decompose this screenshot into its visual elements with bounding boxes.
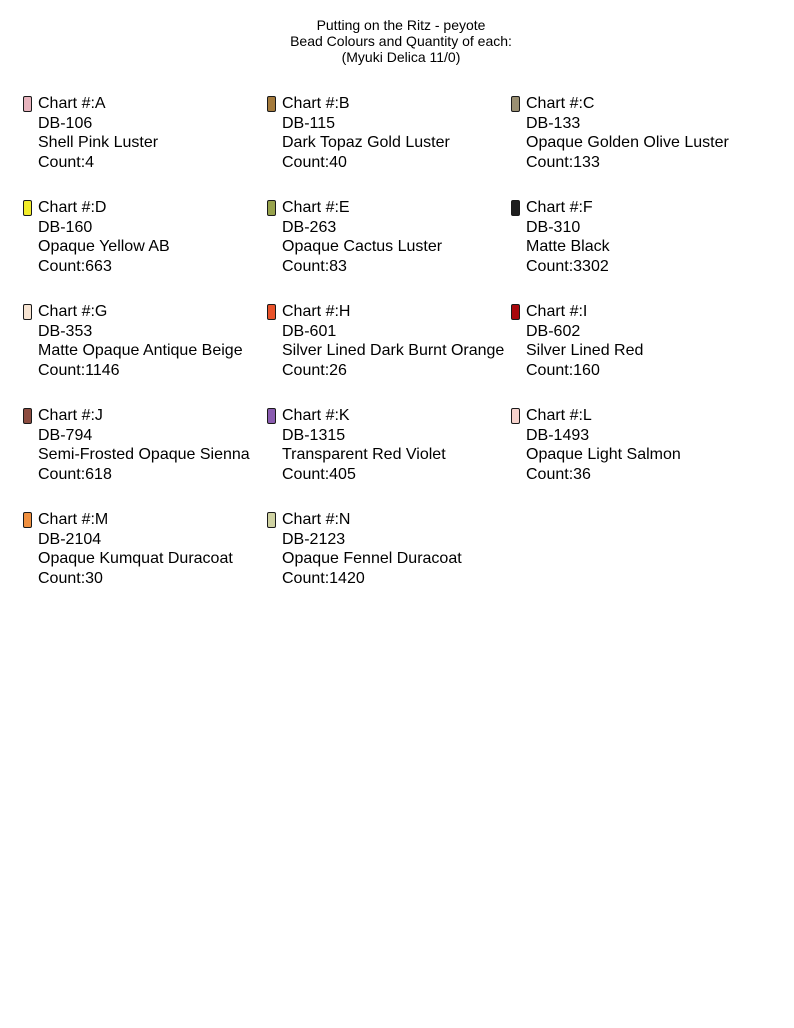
bead-count: Count:618 bbox=[38, 465, 112, 483]
bead-name: Silver Lined Red bbox=[526, 342, 644, 359]
chart-label: Chart #:H bbox=[282, 303, 351, 320]
bead-name: Silver Lined Dark Burnt Orange bbox=[282, 342, 505, 359]
bead-count: Count:663 bbox=[38, 257, 112, 275]
bead-code: DB-2123 bbox=[282, 530, 346, 548]
bead-code: DB-310 bbox=[526, 218, 581, 236]
color-swatch bbox=[511, 408, 520, 424]
bead-code: DB-794 bbox=[38, 426, 93, 444]
bead-code: DB-1493 bbox=[526, 426, 590, 444]
color-swatch bbox=[23, 96, 32, 112]
chart-label: Chart #:A bbox=[38, 95, 106, 112]
bead-code: DB-602 bbox=[526, 322, 581, 340]
bead-count: Count:3302 bbox=[526, 257, 609, 275]
bead-code: DB-160 bbox=[38, 218, 93, 236]
bead-name: Opaque Golden Olive Luster bbox=[526, 134, 729, 151]
chart-label: Chart #:F bbox=[526, 199, 593, 216]
bead-count: Count:40 bbox=[282, 153, 347, 171]
bead-name: Dark Topaz Gold Luster bbox=[282, 134, 450, 151]
color-swatch bbox=[23, 304, 32, 320]
color-swatch bbox=[267, 408, 276, 424]
color-swatch bbox=[511, 304, 520, 320]
color-swatch bbox=[23, 200, 32, 216]
bead-code: DB-2104 bbox=[38, 530, 102, 548]
bead-code: DB-1315 bbox=[282, 426, 346, 444]
bead-count: Count:1146 bbox=[38, 361, 120, 379]
color-swatch bbox=[267, 96, 276, 112]
chart-label: Chart #:K bbox=[282, 407, 350, 424]
bead-name: Shell Pink Luster bbox=[38, 134, 159, 151]
bead-code: DB-263 bbox=[282, 218, 337, 236]
bead-name: Opaque Kumquat Duracoat bbox=[38, 550, 233, 567]
bead-code: DB-353 bbox=[38, 322, 93, 340]
page-title: Putting on the Ritz - peyote bbox=[316, 17, 486, 33]
bead-count: Count:36 bbox=[526, 465, 591, 483]
bead-name: Opaque Fennel Duracoat bbox=[282, 550, 462, 567]
color-swatch bbox=[23, 408, 32, 424]
bead-name: Matte Black bbox=[526, 238, 610, 255]
bead-count: Count:4 bbox=[38, 153, 95, 171]
bead-count: Count:133 bbox=[526, 153, 600, 171]
chart-label: Chart #:J bbox=[38, 407, 103, 424]
bead-code: DB-133 bbox=[526, 114, 581, 132]
chart-label: Chart #:D bbox=[38, 199, 107, 216]
page-subtitle: Bead Colours and Quantity of each: bbox=[290, 33, 512, 49]
chart-label: Chart #:E bbox=[282, 199, 350, 216]
chart-label: Chart #:G bbox=[38, 303, 108, 320]
chart-label: Chart #:N bbox=[282, 511, 351, 528]
color-swatch bbox=[23, 512, 32, 528]
bead-code: DB-115 bbox=[282, 114, 336, 132]
bead-count: Count:83 bbox=[282, 257, 347, 275]
bead-type-note: (Myuki Delica 11/0) bbox=[341, 49, 461, 65]
bead-code: DB-601 bbox=[282, 322, 337, 340]
bead-name: Matte Opaque Antique Beige bbox=[38, 342, 243, 359]
chart-label: Chart #:M bbox=[38, 511, 109, 528]
bead-count: Count:1420 bbox=[282, 569, 365, 587]
chart-label: Chart #:L bbox=[526, 407, 592, 424]
chart-label: Chart #:B bbox=[282, 95, 350, 112]
bead-code: DB-106 bbox=[38, 114, 93, 132]
bead-name: Opaque Cactus Luster bbox=[282, 238, 443, 255]
bead-name: Opaque Yellow AB bbox=[38, 238, 170, 255]
color-swatch bbox=[267, 512, 276, 528]
color-swatch bbox=[267, 304, 276, 320]
bead-name: Opaque Light Salmon bbox=[526, 446, 681, 463]
chart-label: Chart #:I bbox=[526, 303, 588, 320]
color-swatch bbox=[267, 200, 276, 216]
bead-count: Count:405 bbox=[282, 465, 356, 483]
color-swatch bbox=[511, 96, 520, 112]
bead-count: Count:160 bbox=[526, 361, 600, 379]
bead-name: Transparent Red Violet bbox=[282, 446, 446, 463]
chart-label: Chart #:C bbox=[526, 95, 595, 112]
bead-count: Count:26 bbox=[282, 361, 347, 379]
bead-name: Semi-Frosted Opaque Sienna bbox=[38, 446, 250, 463]
bead-count: Count:30 bbox=[38, 569, 103, 587]
color-swatch bbox=[511, 200, 520, 216]
